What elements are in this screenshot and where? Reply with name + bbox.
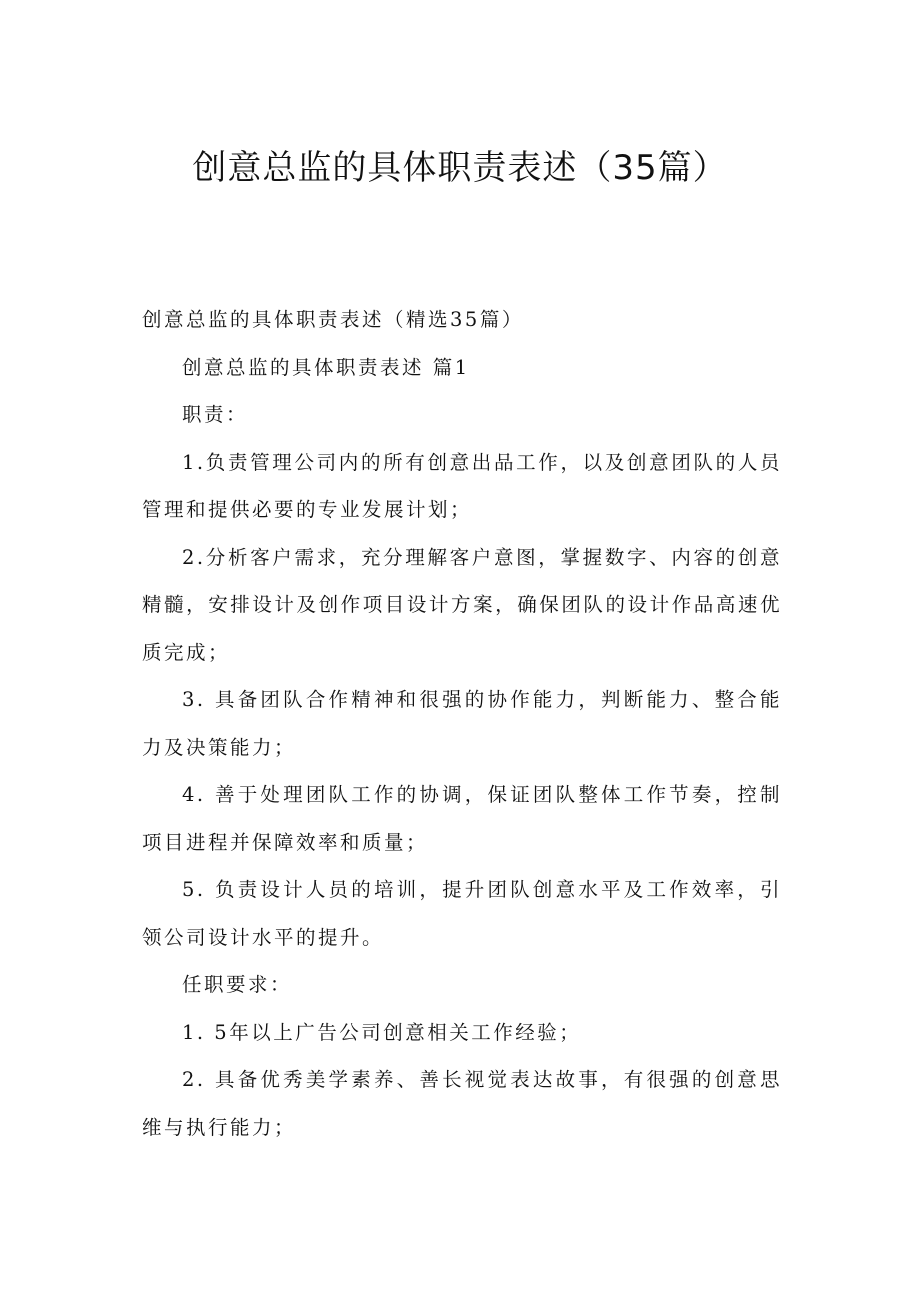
paragraph-subtitle: 创意总监的具体职责表述（精选35篇） [142, 308, 524, 331]
paragraph-requirement-1: 1. 5年以上广告公司创意相关工作经验； [182, 1020, 582, 1044]
paragraph-requirement-2: 2. 具备优秀美学素养、善长视觉表达故事，有很强的创意思维与执行能力； [142, 1068, 782, 1139]
paragraph-duty-5: 5. 负责设计人员的培训，提升团队创意水平及工作效率，引领公司设计水平的提升。 [142, 878, 782, 949]
document-body [142, 296, 782, 1151]
document-title: 创意总监的具体职责表述（35篇） [192, 148, 728, 188]
paragraph-duty-1: 1.负责管理公司内的所有创意出品工作，以及创意团队的人员管理和提供必要的专业发展计划； [142, 450, 782, 521]
paragraph-duty-3: 3. 具备团队合作精神和很强的协作能力，判断能力、整合能力及决策能力； [142, 688, 782, 759]
paragraph-section-heading: 创意总监的具体职责表述 篇1 [182, 355, 470, 379]
paragraph-duties-heading: 职责： [182, 403, 249, 426]
paragraph-duty-2: 2.分析客户需求，充分理解客户意图，掌握数字、内容的创意精髓，安排设计及创作项目设计方案，确保团队的设计作品高速优质完成； [142, 545, 782, 664]
paragraph-requirements-heading: 任职要求： [182, 973, 293, 996]
paragraph-duty-4: 4. 善于处理团队工作的协调，保证团队整体工作节奏，控制项目进程并保障效率和质量； [142, 783, 782, 854]
